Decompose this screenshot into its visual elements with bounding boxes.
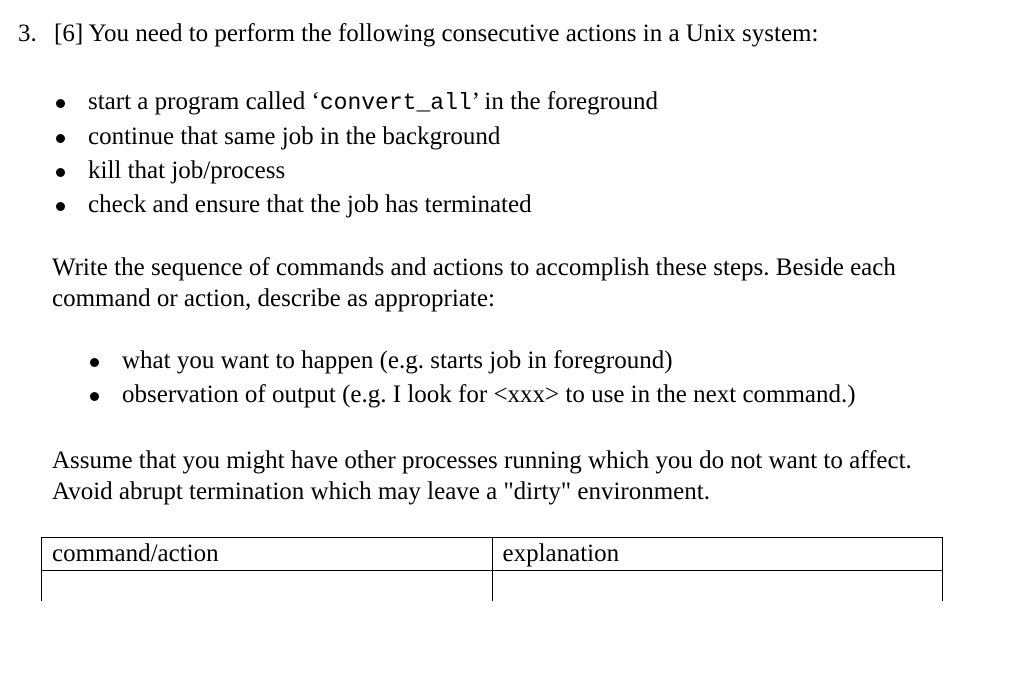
explanation-cell[interactable] (492, 571, 943, 602)
question-stem (18, 18, 818, 50)
program-name: convert_all (319, 90, 472, 116)
task-list (88, 85, 658, 222)
task-item: kill that job/process (88, 154, 658, 188)
command-cell[interactable] (42, 571, 493, 602)
instructions-paragraph: Write the sequence of commands and actions to accomplish these steps. Beside each command or action, describe as appropriate: (52, 254, 896, 312)
assumption-paragraph: Assume that you might have other processes running which you do not want to affect. Avoid abrupt termination which may leave a "dirty" environment. (52, 447, 912, 505)
bullet-icon (56, 168, 65, 177)
describe-item: what you want to happen (e.g. starts job in foreground) (122, 344, 856, 378)
table-header-row (42, 538, 943, 571)
bullet-icon (90, 392, 99, 401)
task-item: continue that same job in the background (88, 120, 658, 154)
bullet-icon (56, 202, 65, 211)
bullet-icon (90, 358, 99, 367)
question-text: [6] You need to perform the following consecutive actions in a Unix system: (54, 20, 819, 47)
explanation-header: explanation (492, 538, 943, 571)
describe-list (122, 344, 856, 412)
bullet-icon (56, 99, 65, 108)
task-item: start a program called ‘convert_all’ in the foreground (88, 85, 658, 120)
command-action-header: command/action (42, 538, 493, 571)
task-item: check and ensure that the job has terminated (88, 188, 658, 222)
answer-table (41, 537, 943, 601)
table-row (42, 571, 943, 602)
describe-item: observation of output (e.g. I look for <xxx> to use in the next command.) (122, 378, 856, 412)
question-number: 3. (18, 20, 37, 47)
bullet-icon (56, 134, 65, 143)
